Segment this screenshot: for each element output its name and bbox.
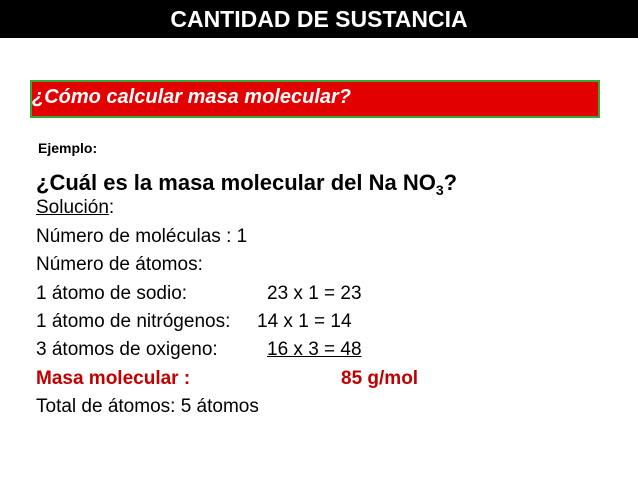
nitrogen-label: 1 átomo de nitrógenos:: [36, 311, 231, 332]
solution-line: [36, 197, 114, 219]
example-label: Ejemplo:: [38, 140, 98, 156]
oxygen-line: [36, 339, 436, 361]
sodium-label: 1 átomo de sodio:: [36, 283, 188, 304]
molecular-mass-line: [36, 368, 456, 390]
oxygen-label: 3 átomos de oxigeno:: [36, 339, 218, 360]
atoms-header-line: Número de átomos:: [36, 254, 203, 275]
nitrogen-calc: 14 x 1 = 14: [257, 311, 352, 332]
main-question-suffix: ?: [443, 170, 458, 195]
main-question-subscript: 3: [435, 182, 444, 198]
nitrogen-line: [36, 311, 436, 333]
sodium-line: [36, 283, 436, 305]
sodium-calc: 23 x 1 = 23: [267, 283, 362, 304]
slide-title: CANTIDAD DE SUSTANCIA: [170, 6, 468, 32]
molecular-mass-value: 85 g/mol: [341, 368, 419, 389]
main-question-prefix: ¿Cuál es la masa molecular del Na NO: [36, 170, 436, 195]
solution-label: Solución: [36, 197, 109, 218]
oxygen-calc: 16 x 3 = 48: [267, 339, 362, 360]
molecules-line: Número de moléculas : 1: [36, 226, 248, 247]
solution-colon: :: [108, 197, 115, 218]
total-atoms-line: Total de átomos: 5 átomos: [36, 396, 259, 417]
molecular-mass-label: Masa molecular :: [36, 368, 191, 389]
banner-question: ¿Cómo calcular masa molecular?: [32, 86, 352, 108]
